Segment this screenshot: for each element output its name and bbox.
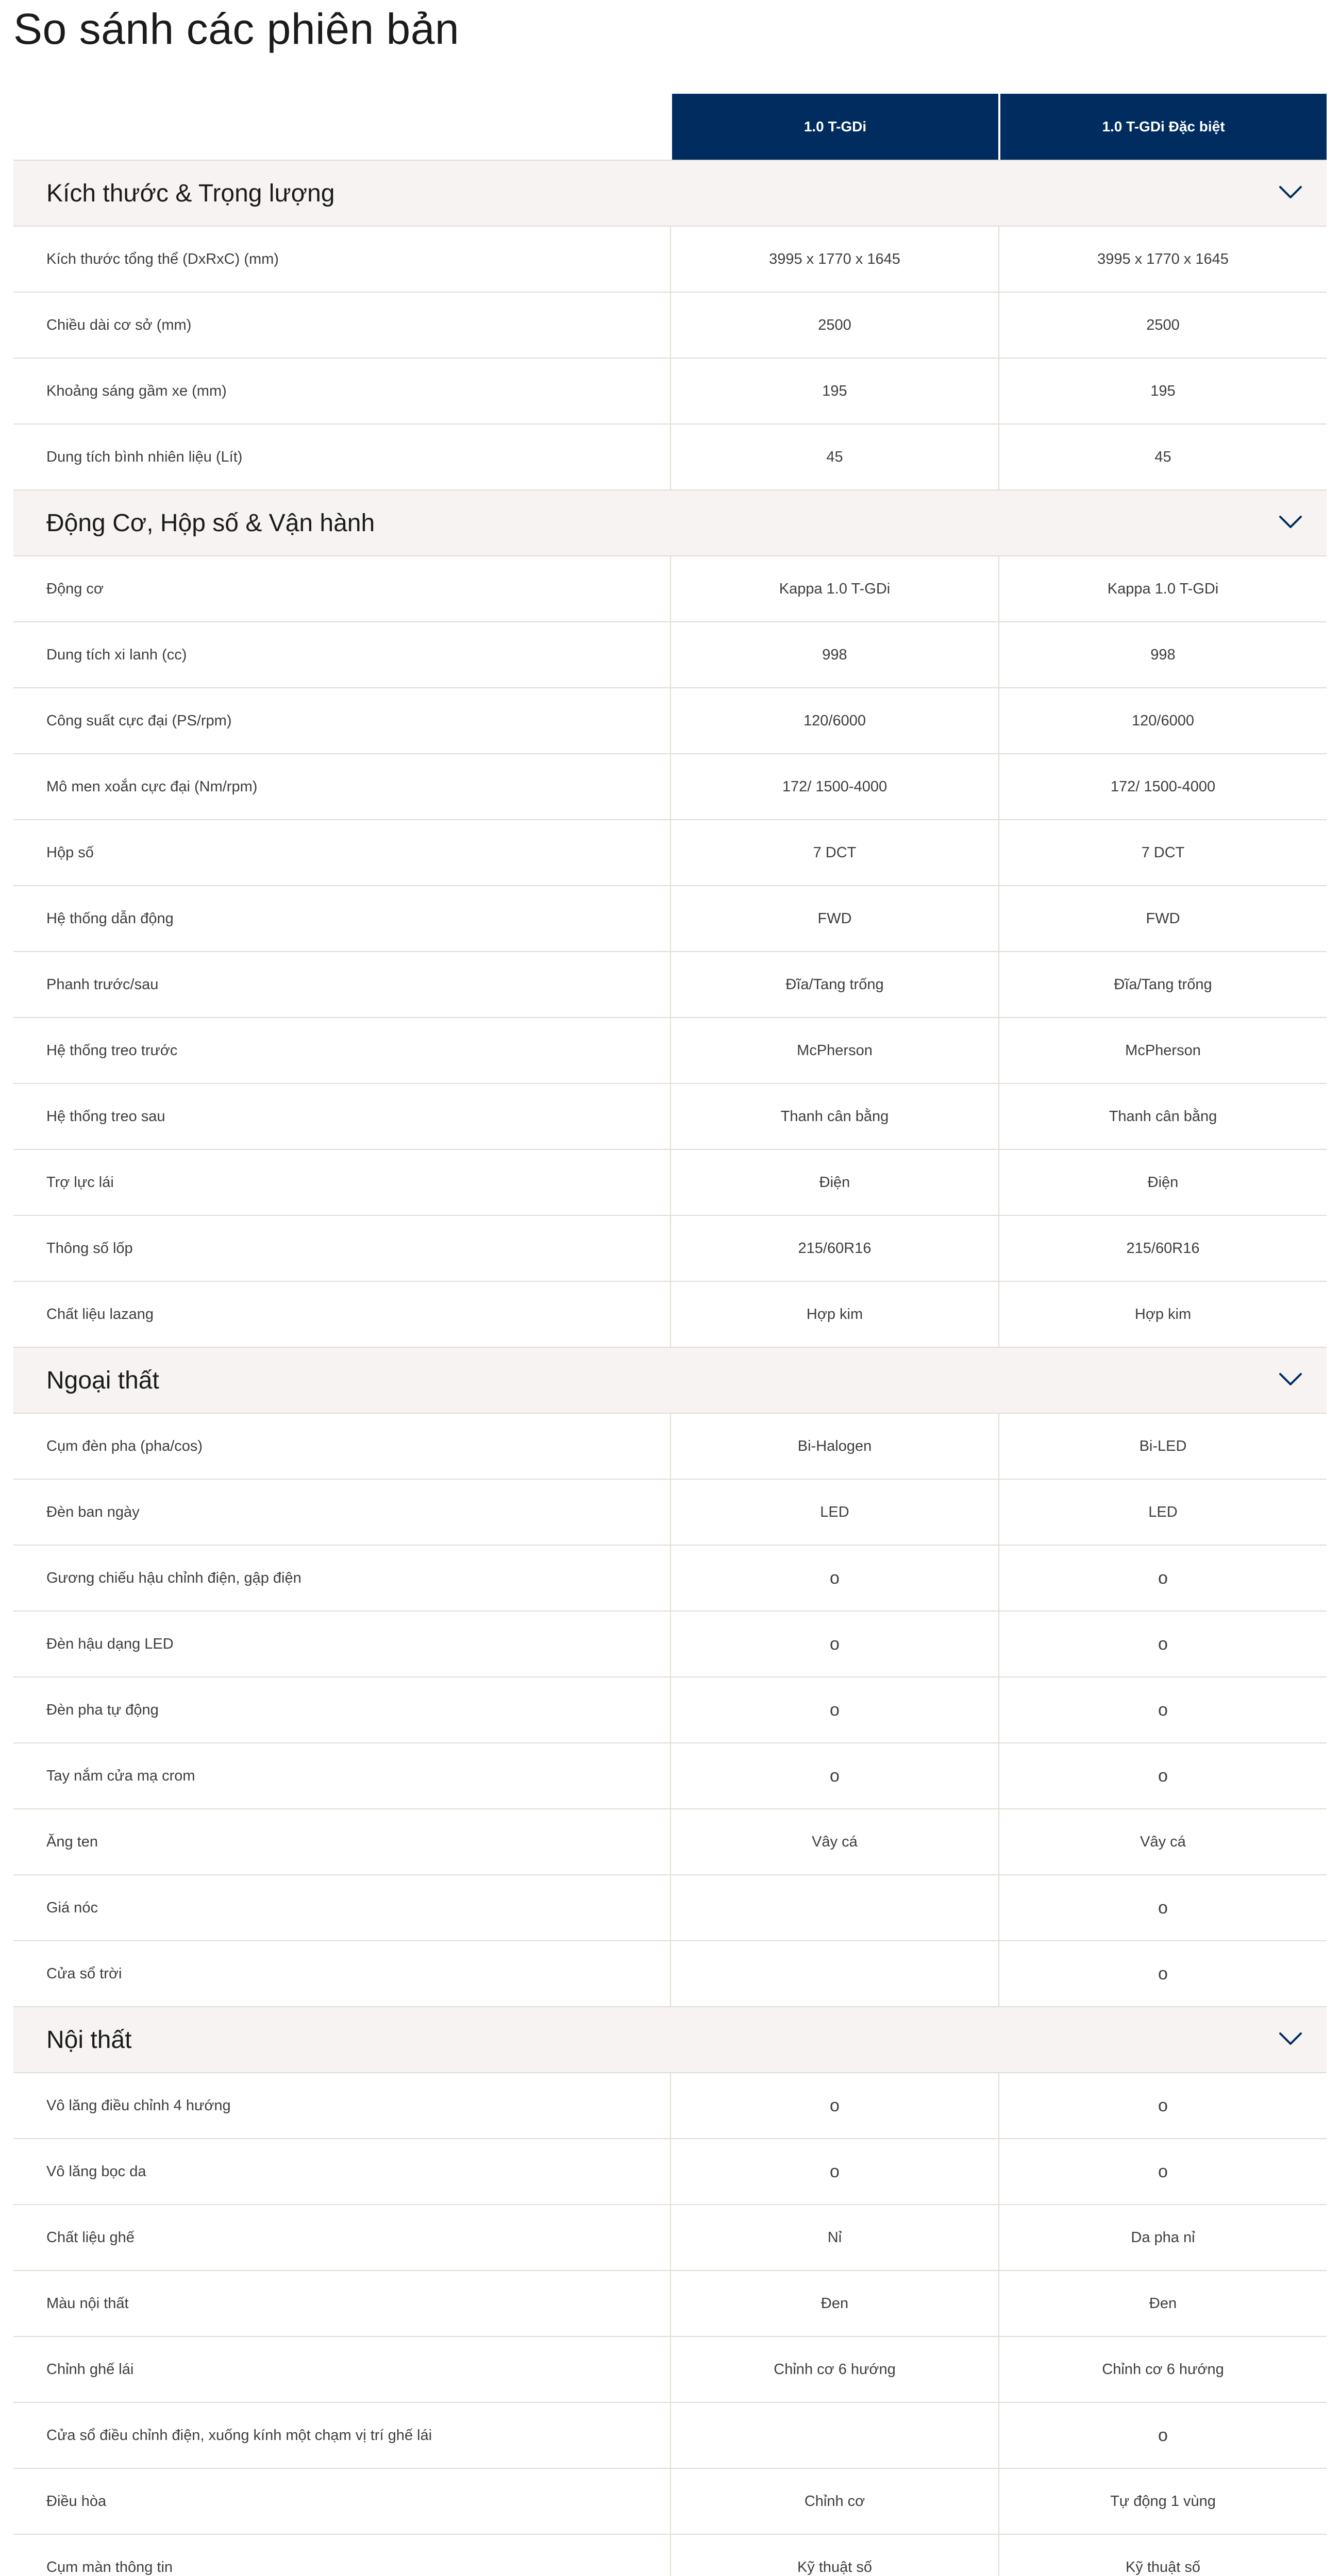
- spec-value-trim-1: Kỹ thuật số: [670, 2535, 998, 2576]
- spec-row: [13, 358, 1327, 423]
- spec-value-trim-1: 215/60R16: [670, 1216, 998, 1281]
- spec-row: [13, 885, 1327, 951]
- spec-label: Vô lăng điều chỉnh 4 hướng: [46, 2097, 231, 2114]
- spec-row: [13, 1545, 1327, 1611]
- spec-row: [13, 555, 1327, 621]
- spec-value-trim-1: o: [670, 1546, 998, 1611]
- section-title: Động Cơ, Hộp số & Vận hành: [46, 509, 375, 537]
- spec-value-trim-2: Tự động 1 vùng: [998, 2469, 1327, 2534]
- section-title: Nội thất: [46, 2026, 132, 2054]
- spec-row: [13, 1149, 1327, 1215]
- spec-value-trim-2: o: [998, 2073, 1327, 2138]
- spec-row: [13, 1611, 1327, 1676]
- spec-value-trim-2: Kỹ thuật số: [998, 2535, 1327, 2576]
- comparison-table: [13, 94, 1327, 2576]
- spec-row: [13, 2204, 1327, 2270]
- column-header-spacer: [13, 94, 670, 160]
- spec-value-trim-2: o: [998, 1743, 1327, 1808]
- spec-value-trim-2: FWD: [998, 886, 1327, 951]
- spec-value-trim-2: 998: [998, 622, 1327, 687]
- spec-value-trim-1: Đĩa/Tang trống: [670, 952, 998, 1017]
- section-title: Kích thước & Trọng lượng: [46, 179, 335, 207]
- spec-value-trim-1: Hợp kim: [670, 1282, 998, 1347]
- spec-value-trim-1: Chỉnh cơ: [670, 2469, 998, 2534]
- spec-label: Chỉnh ghế lái: [46, 2361, 134, 2378]
- spec-label: Động cơ: [46, 580, 104, 597]
- spec-row: [13, 621, 1327, 687]
- spec-label: Cụm đèn pha (pha/cos): [46, 1437, 203, 1454]
- spec-value-trim-2: Thanh cân bằng: [998, 1084, 1327, 1149]
- spec-label: Đèn hậu dạng LED: [46, 1635, 174, 1652]
- spec-value-trim-1: McPherson: [670, 1018, 998, 1083]
- spec-row: [13, 2138, 1327, 2204]
- spec-value-trim-2: 2500: [998, 293, 1327, 358]
- spec-value-trim-1: [670, 1941, 998, 2006]
- spec-label: Đèn pha tự động: [46, 1701, 159, 1718]
- spec-row: [13, 1742, 1327, 1808]
- spec-value-trim-2: o: [998, 1875, 1327, 1940]
- spec-row: [13, 1281, 1327, 1347]
- column-header-trim-2: 1.0 T-GDi Đặc biệt: [998, 94, 1327, 160]
- spec-value-trim-2: Đĩa/Tang trống: [998, 952, 1327, 1017]
- section-header[interactable]: [13, 2006, 1327, 2072]
- spec-row: [13, 292, 1327, 358]
- spec-label: Màu nội thất: [46, 2295, 129, 2312]
- spec-value-trim-1: o: [670, 1677, 998, 1742]
- spec-label: Kích thước tổng thể (DxRxC) (mm): [46, 250, 279, 267]
- spec-value-trim-1: o: [670, 1612, 998, 1676]
- spec-row: [13, 2270, 1327, 2336]
- spec-row: [13, 951, 1327, 1017]
- spec-label: Cửa sổ điều chỉnh điện, xuống kính một chạm vị trí ghế lái: [46, 2427, 432, 2444]
- spec-value-trim-1: o: [670, 1743, 998, 1808]
- spec-label: Dung tích xi lanh (cc): [46, 646, 187, 663]
- spec-value-trim-1: 998: [670, 622, 998, 687]
- spec-label: Chất liệu ghế: [46, 2229, 135, 2246]
- spec-value-trim-1: Vây cá: [670, 1809, 998, 1874]
- spec-label: Chất liệu lazang: [46, 1306, 154, 1323]
- spec-row: [13, 1940, 1327, 2006]
- spec-value-trim-1: [670, 2403, 998, 2468]
- spec-value-trim-2: LED: [998, 1480, 1327, 1545]
- spec-row: [13, 2402, 1327, 2468]
- spec-row: [13, 1215, 1327, 1281]
- spec-value-trim-2: Điện: [998, 1150, 1327, 1215]
- spec-row: [13, 2072, 1327, 2138]
- spec-label: Gương chiếu hậu chỉnh điện, gập điện: [46, 1569, 301, 1586]
- spec-row: [13, 1676, 1327, 1742]
- spec-value-trim-1: Thanh cân bằng: [670, 1084, 998, 1149]
- spec-value-trim-2: o: [998, 1546, 1327, 1611]
- spec-value-trim-1: Chỉnh cơ 6 hướng: [670, 2337, 998, 2402]
- chevron-down-icon[interactable]: [1278, 184, 1303, 202]
- spec-value-trim-2: o: [998, 1677, 1327, 1742]
- section-header[interactable]: [13, 160, 1327, 226]
- spec-value-trim-1: 3995 x 1770 x 1645: [670, 227, 998, 292]
- spec-value-trim-2: 215/60R16: [998, 1216, 1327, 1281]
- spec-value-trim-2: o: [998, 1612, 1327, 1676]
- spec-value-trim-1: 45: [670, 425, 998, 489]
- spec-value-trim-2: o: [998, 1941, 1327, 2006]
- spec-value-trim-1: Đen: [670, 2271, 998, 2336]
- spec-value-trim-1: 7 DCT: [670, 820, 998, 885]
- spec-label: Hộp số: [46, 844, 94, 861]
- spec-label: Cửa sổ trời: [46, 1965, 122, 1982]
- spec-value-trim-2: 7 DCT: [998, 820, 1327, 885]
- spec-value-trim-2: o: [998, 2403, 1327, 2468]
- spec-label: Phanh trước/sau: [46, 976, 159, 993]
- spec-row: [13, 753, 1327, 819]
- spec-row: [13, 2468, 1327, 2534]
- column-header-trim-1: 1.0 T-GDi: [670, 94, 998, 160]
- spec-value-trim-1: 2500: [670, 293, 998, 358]
- spec-value-trim-2: 172/ 1500-4000: [998, 754, 1327, 819]
- spec-sections: [13, 160, 1327, 2576]
- spec-label: Công suất cực đại (PS/rpm): [46, 712, 232, 729]
- column-header-row: [13, 94, 1327, 160]
- spec-value-trim-1: Kappa 1.0 T-GDi: [670, 556, 998, 621]
- spec-label: Vô lăng bọc da: [46, 2163, 146, 2180]
- spec-row: [13, 1083, 1327, 1149]
- spec-value-trim-2: o: [998, 2139, 1327, 2204]
- spec-row: [13, 2336, 1327, 2402]
- spec-value-trim-1: 120/6000: [670, 688, 998, 753]
- spec-value-trim-2: Kappa 1.0 T-GDi: [998, 556, 1327, 621]
- spec-value-trim-1: Nỉ: [670, 2205, 998, 2270]
- spec-value-trim-1: o: [670, 2139, 998, 2204]
- spec-label: Cụm màn thông tin: [46, 2558, 173, 2575]
- chevron-down-icon[interactable]: [1278, 514, 1303, 532]
- spec-label: Chiều dài cơ sở (mm): [46, 316, 192, 333]
- spec-label: Điều hòa: [46, 2493, 107, 2510]
- spec-row: [13, 423, 1327, 489]
- spec-row: [13, 687, 1327, 753]
- spec-value-trim-2: 195: [998, 359, 1327, 423]
- spec-label: Khoảng sáng gầm xe (mm): [46, 382, 227, 399]
- spec-value-trim-1: 172/ 1500-4000: [670, 754, 998, 819]
- spec-row: [13, 1874, 1327, 1940]
- spec-label: Dung tích bình nhiên liệu (Lít): [46, 448, 243, 465]
- spec-label: Thông số lốp: [46, 1240, 133, 1257]
- spec-value-trim-2: Chỉnh cơ 6 hướng: [998, 2337, 1327, 2402]
- section-header[interactable]: [13, 1347, 1327, 1413]
- spec-value-trim-2: Bi-LED: [998, 1414, 1327, 1479]
- spec-value-trim-1: Bi-Halogen: [670, 1414, 998, 1479]
- spec-row: [13, 1017, 1327, 1083]
- spec-value-trim-2: Đen: [998, 2271, 1327, 2336]
- spec-label: Hệ thống treo trước: [46, 1042, 178, 1059]
- section-title: Ngoại thất: [46, 1366, 159, 1394]
- spec-label: Trợ lực lái: [46, 1174, 114, 1191]
- spec-value-trim-2: McPherson: [998, 1018, 1327, 1083]
- spec-value-trim-1: FWD: [670, 886, 998, 951]
- spec-row: [13, 226, 1327, 292]
- spec-value-trim-2: Hợp kim: [998, 1282, 1327, 1347]
- spec-label: Hệ thống dẫn động: [46, 910, 174, 927]
- spec-value-trim-1: 195: [670, 359, 998, 423]
- spec-label: Mô men xoắn cực đại (Nm/rpm): [46, 778, 258, 795]
- chevron-down-icon[interactable]: [1278, 2031, 1303, 2049]
- section-header[interactable]: [13, 489, 1327, 555]
- spec-row: [13, 819, 1327, 885]
- spec-label: Đèn ban ngày: [46, 1503, 140, 1520]
- spec-label: Hệ thống treo sau: [46, 1108, 165, 1125]
- spec-value-trim-2: 3995 x 1770 x 1645: [998, 227, 1327, 292]
- spec-label: Ăng ten: [46, 1833, 98, 1850]
- spec-row: [13, 1479, 1327, 1545]
- spec-row: [13, 2534, 1327, 2576]
- spec-value-trim-2: Da pha nỉ: [998, 2205, 1327, 2270]
- spec-value-trim-1: LED: [670, 1480, 998, 1545]
- spec-value-trim-1: [670, 1875, 998, 1940]
- spec-value-trim-2: 45: [998, 425, 1327, 489]
- spec-row: [13, 1413, 1327, 1479]
- spec-value-trim-1: Điện: [670, 1150, 998, 1215]
- spec-label: Giá nóc: [46, 1899, 98, 1916]
- spec-value-trim-1: o: [670, 2073, 998, 2138]
- page-title: So sánh các phiên bản: [13, 5, 460, 53]
- spec-label: Tay nắm cửa mạ crom: [46, 1767, 195, 1784]
- chevron-down-icon[interactable]: [1278, 1371, 1303, 1389]
- spec-row: [13, 1808, 1327, 1874]
- spec-value-trim-2: 120/6000: [998, 688, 1327, 753]
- spec-value-trim-2: Vây cá: [998, 1809, 1327, 1874]
